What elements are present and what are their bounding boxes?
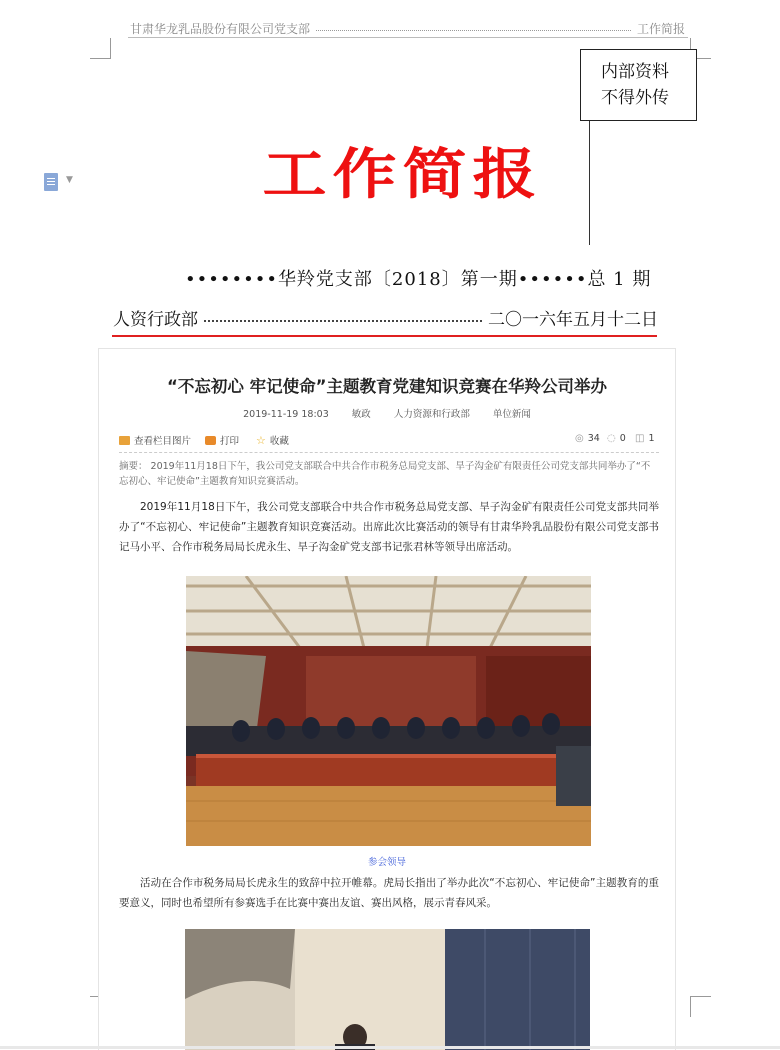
running-header xyxy=(130,20,685,37)
print-button[interactable] xyxy=(205,433,239,447)
picture-icon xyxy=(119,436,130,445)
article-summary: 摘要： 2019年11月18日下午，我公司党支部联合中共合作市税务总局党支部、旱子沟金矿有限责任公司党支部共同举办了“不忘初心、牢记使命”主题教育知识竞赛活动。 xyxy=(119,461,651,487)
thumbs-up-icon: ◫ xyxy=(635,433,645,444)
article-datetime: 2019-11-19 18:03 xyxy=(243,409,329,420)
meeting-photo xyxy=(186,576,591,846)
masthead-red-rule xyxy=(112,335,657,337)
article-category[interactable]: 单位新闻 xyxy=(492,409,531,420)
speaker-photo-illustration xyxy=(185,929,590,1050)
article-meta xyxy=(99,406,675,420)
article-paragraph-2: 活动在合作市税务局局长虎永生的致辞中拉开帷幕。虎局长指出了举办此次“不忘初心、牢记使命”主题教育的重要意义，同时也希望所有参赛选手在比赛中赛出友谊、赛出风格，展示青春风采。 xyxy=(119,877,659,909)
views-value: 34 xyxy=(587,433,600,444)
dept-leader-dots xyxy=(204,320,482,322)
comment-icon: ◌ xyxy=(607,433,616,444)
comments-value: 0 xyxy=(619,433,626,444)
article-department: 人力资源和行政部 xyxy=(393,409,470,420)
article-author: 敏政 xyxy=(351,409,371,420)
header-company: 甘肃华龙乳品股份有限公司党支部 xyxy=(130,22,311,36)
favorite-button[interactable] xyxy=(256,433,289,447)
speaker-photo xyxy=(185,929,590,1050)
view-pictures-button[interactable] xyxy=(119,433,191,447)
print-label: 打印 xyxy=(220,436,240,447)
views-count xyxy=(575,433,600,444)
issue-date: 二〇一六年五月十二日 xyxy=(488,310,658,330)
department-name: 人资行政部 xyxy=(113,310,198,330)
star-icon: ☆ xyxy=(256,433,266,447)
printer-icon xyxy=(205,436,216,445)
document-icon[interactable] xyxy=(44,173,58,191)
crop-mark-top-left xyxy=(90,38,111,59)
view-pictures-label: 查看栏目图片 xyxy=(134,436,192,447)
article-clipping xyxy=(98,348,676,1050)
crop-mark-bottom-right xyxy=(690,996,711,1017)
confidential-stamp xyxy=(580,49,697,121)
summary-divider xyxy=(119,452,659,453)
article-paragraph-1: 2019年11月18日下午，我公司党支部联合中共合作市税务总局党支部、旱子沟金矿有限责任公司党支部共同举办了“不忘初心、牢记使命”主题教育知识竞赛活动。出席此次比赛活动的领导有甘肃华羚乳品股份有限公司党支部书记马小平、合作市税务局局长虎永生、旱子沟金矿党支部书记张君林等领导出席活动。 xyxy=(119,501,659,553)
article-title: “不忘初心 牢记使命”主题教育党建知识竞赛在华羚公司举办 xyxy=(167,377,607,396)
stamp-line-1: 内部资料 xyxy=(601,62,669,82)
stamp-line-2: 不得外传 xyxy=(601,88,669,108)
chevron-down-icon[interactable]: ▼ xyxy=(66,175,73,185)
header-leader-dots xyxy=(316,30,631,31)
header-rule xyxy=(128,37,688,38)
header-doc-name: 工作简报 xyxy=(636,22,685,36)
comments-count[interactable] xyxy=(607,433,626,444)
eye-icon: ◎ xyxy=(575,433,584,444)
meeting-photo-illustration xyxy=(186,576,591,846)
favorite-label: 收藏 xyxy=(269,436,289,447)
likes-value: 1 xyxy=(648,433,655,444)
likes-count[interactable] xyxy=(635,433,655,444)
photo-caption: 参会领导 xyxy=(367,857,406,868)
masthead-title: 工作简报 xyxy=(262,143,543,207)
issue-number: ••••••••华羚党支部〔2018〕第一期••••••总 1 期 xyxy=(185,269,652,290)
dept-date-line xyxy=(113,305,658,330)
